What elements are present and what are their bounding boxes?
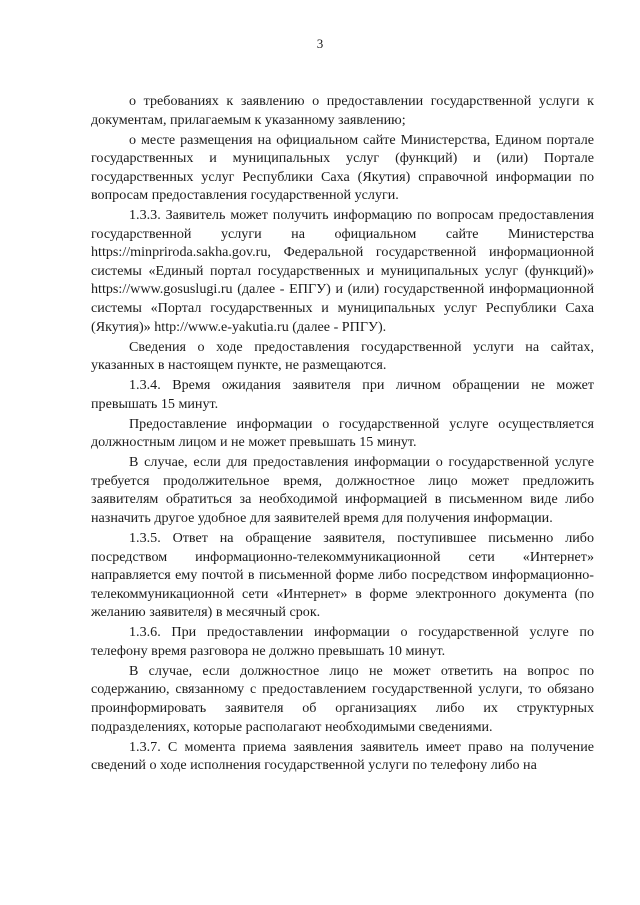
paragraph: 1.3.7. С момента приема заявления заявитель имеет право на получение сведений о ходе исполнения государственной услуги по телефону либо на	[91, 738, 594, 774]
paragraph: 1.3.5. Ответ на обращение заявителя, поступившее письменно либо посредством информационно-телекоммуникационной сети «Интернет» направляется ему почтой в письменной форме либо посредством информационно-телекоммуникационной сети «Интернет» в форме электронного документа (по желанию заявителя) в месячный срок.	[91, 530, 594, 621]
paragraph: В случае, если для предоставления информации о государственной услуге требуется продолжительное время, должностное лицо может предложить заявителям обратиться за необходимой информацией в письменном виде либо назначить другое удобное для заявителей время для получения информации.	[91, 454, 594, 527]
paragraph: о месте размещения на официальном сайте Министерства, Едином портале государственных и муниципальных услуг (функций) и (или) Портале государственных услуг Республики Саха (Якутия) справочной информации по вопросам предоставления государственной услуги.	[91, 131, 594, 204]
paragraph: 1.3.3. Заявитель может получить информацию по вопросам предоставления государственной услуги на официальном сайте Министерства https://minpriroda.sakha.gov.ru, Федеральной государственной информационной системы «Единый портал государственных и муниципальных услуг (функций)» https://www.gosuslugi.ru (далее - ЕПГУ) и (или) государственной информационной системы «Портал государственных и муниципальных услуг Республики Саха (Якутия)» http://www.e-yakutia.ru (далее - РПГУ).	[91, 207, 594, 335]
paragraph: о требованиях к заявлению о предоставлении государственной услуги к документам, прилагаемым к указанному заявлению;	[91, 93, 594, 128]
paragraph: Предоставление информации о государственной услуге осуществляется должностным лицом и не может превышать 15 минут.	[91, 415, 594, 451]
document-body	[91, 92, 594, 776]
paragraph: Сведения о ходе предоставления государственной услуги на сайтах, указанных в настоящем пункте, не размещаются.	[91, 338, 594, 374]
page-number: 3	[316, 36, 324, 51]
paragraph: В случае, если должностное лицо не может ответить на вопрос по содержанию, связанному с предоставлением государственной услуги, то обязано проинформировать заявителя об организациях либо их структурных подразделениях, которые располагают необходимыми сведениями.	[91, 662, 594, 735]
paragraph: 1.3.4. Время ожидания заявителя при личном обращении не может превышать 15 минут.	[91, 377, 594, 412]
paragraph: 1.3.6. При предоставлении информации о государственной услуге по телефону время разговора не должно превышать 10 минут.	[91, 624, 594, 659]
